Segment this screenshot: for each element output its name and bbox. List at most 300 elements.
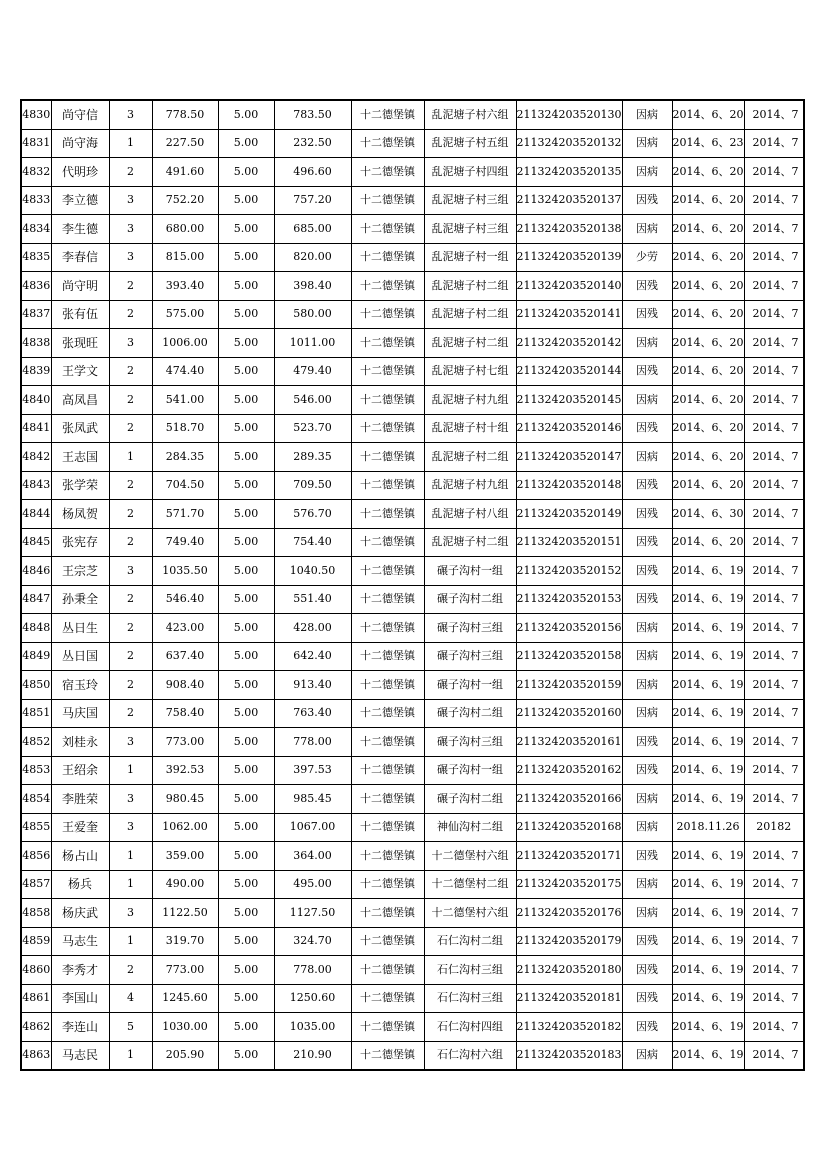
cell-reason: 因残 [622, 414, 672, 443]
cell-reason: 因残 [622, 357, 672, 386]
cell-end-date: 2014、7 [744, 528, 804, 557]
table-row [21, 1041, 804, 1070]
cell-amount-total: 1011.00 [274, 329, 351, 358]
cell-amount-extra: 5.00 [218, 1041, 274, 1070]
cell-town: 十二德堡镇 [351, 443, 424, 472]
cell-household-count: 1 [109, 870, 152, 899]
cell-amount-total: 1067.00 [274, 813, 351, 842]
cell-amount-extra: 5.00 [218, 158, 274, 187]
cell-town: 十二德堡镇 [351, 158, 424, 187]
cell-record-id: 211324203520144 [516, 357, 622, 386]
cell-household-count: 3 [109, 186, 152, 215]
cell-amount-extra: 5.00 [218, 272, 274, 301]
cell-town: 十二德堡镇 [351, 414, 424, 443]
cell-name: 马志生 [51, 927, 109, 956]
cell-end-date: 2014、7 [744, 129, 804, 158]
cell-name: 杨占山 [51, 842, 109, 871]
cell-amount-extra: 5.00 [218, 129, 274, 158]
cell-household-count: 2 [109, 614, 152, 643]
table-row [21, 984, 804, 1013]
cell-name: 王学文 [51, 357, 109, 386]
cell-amount-base: 758.40 [152, 699, 218, 728]
cell-amount-total: 232.50 [274, 129, 351, 158]
table-row [21, 870, 804, 899]
cell-household-count: 2 [109, 642, 152, 671]
cell-name: 王宗芝 [51, 557, 109, 586]
cell-village: 碾子沟村三组 [424, 728, 516, 757]
cell-amount-base: 423.00 [152, 614, 218, 643]
cell-record-id: 211324203520152 [516, 557, 622, 586]
cell-village: 碾子沟村三组 [424, 642, 516, 671]
cell-reason: 因残 [622, 1013, 672, 1042]
table-row [21, 557, 804, 586]
table-row [21, 956, 804, 985]
cell-end-date: 2014、7 [744, 927, 804, 956]
cell-end-date: 2014、7 [744, 984, 804, 1013]
cell-household-count: 2 [109, 300, 152, 329]
cell-amount-extra: 5.00 [218, 443, 274, 472]
cell-household-count: 3 [109, 728, 152, 757]
cell-household-count: 1 [109, 443, 152, 472]
cell-start-date: 2014、6、20 [672, 300, 744, 329]
cell-amount-extra: 5.00 [218, 186, 274, 215]
cell-town: 十二德堡镇 [351, 813, 424, 842]
table-row [21, 899, 804, 928]
cell-amount-total: 1127.50 [274, 899, 351, 928]
cell-village: 石仁沟村四组 [424, 1013, 516, 1042]
cell-amount-base: 571.70 [152, 500, 218, 529]
cell-amount-total: 1250.60 [274, 984, 351, 1013]
cell-household-count: 2 [109, 386, 152, 415]
table-row [21, 300, 804, 329]
cell-end-date: 2014、7 [744, 756, 804, 785]
cell-start-date: 2014、6、20 [672, 100, 744, 129]
cell-end-date: 20182 [744, 813, 804, 842]
cell-start-date: 2014、6、20 [672, 272, 744, 301]
cell-village: 十二德堡村六组 [424, 899, 516, 928]
cell-amount-total: 1040.50 [274, 557, 351, 586]
cell-name: 张凤武 [51, 414, 109, 443]
cell-amount-base: 778.50 [152, 100, 218, 129]
cell-record-id: 211324203520140 [516, 272, 622, 301]
cell-amount-extra: 5.00 [218, 927, 274, 956]
cell-town: 十二德堡镇 [351, 699, 424, 728]
cell-village: 石仁沟村二组 [424, 927, 516, 956]
cell-town: 十二德堡镇 [351, 642, 424, 671]
cell-amount-extra: 5.00 [218, 386, 274, 415]
cell-reason: 因残 [622, 927, 672, 956]
cell-serial-no: 4846 [21, 557, 51, 586]
cell-amount-total: 495.00 [274, 870, 351, 899]
cell-record-id: 211324203520149 [516, 500, 622, 529]
cell-town: 十二德堡镇 [351, 756, 424, 785]
cell-serial-no: 4833 [21, 186, 51, 215]
cell-amount-extra: 5.00 [218, 984, 274, 1013]
cell-village: 十二德堡村二组 [424, 870, 516, 899]
table-row [21, 585, 804, 614]
cell-amount-extra: 5.00 [218, 756, 274, 785]
cell-end-date: 2014、7 [744, 243, 804, 272]
cell-amount-total: 778.00 [274, 728, 351, 757]
cell-record-id: 211324203520171 [516, 842, 622, 871]
cell-amount-base: 980.45 [152, 785, 218, 814]
table-row [21, 813, 804, 842]
cell-village: 碾子沟村一组 [424, 671, 516, 700]
cell-record-id: 211324203520156 [516, 614, 622, 643]
cell-reason: 因病 [622, 1041, 672, 1070]
cell-amount-extra: 5.00 [218, 956, 274, 985]
cell-name: 李胜荣 [51, 785, 109, 814]
cell-amount-extra: 5.00 [218, 215, 274, 244]
cell-start-date: 2014、6、20 [672, 329, 744, 358]
cell-start-date: 2014、6、19 [672, 614, 744, 643]
cell-serial-no: 4861 [21, 984, 51, 1013]
cell-amount-total: 324.70 [274, 927, 351, 956]
cell-amount-total: 576.70 [274, 500, 351, 529]
cell-household-count: 3 [109, 100, 152, 129]
cell-end-date: 2014、7 [744, 842, 804, 871]
cell-serial-no: 4856 [21, 842, 51, 871]
table-row [21, 614, 804, 643]
cell-amount-base: 227.50 [152, 129, 218, 158]
cell-household-count: 2 [109, 500, 152, 529]
cell-serial-no: 4847 [21, 585, 51, 614]
cell-amount-base: 908.40 [152, 671, 218, 700]
cell-start-date: 2014、6、19 [672, 728, 744, 757]
cell-household-count: 2 [109, 414, 152, 443]
cell-record-id: 211324203520168 [516, 813, 622, 842]
cell-reason: 因残 [622, 728, 672, 757]
cell-village: 乱泥塘子村八组 [424, 500, 516, 529]
cell-town: 十二德堡镇 [351, 215, 424, 244]
cell-name: 李秀才 [51, 956, 109, 985]
cell-village: 乱泥塘子村七组 [424, 357, 516, 386]
table-row [21, 186, 804, 215]
cell-reason: 因残 [622, 528, 672, 557]
cell-serial-no: 4832 [21, 158, 51, 187]
table-row [21, 100, 804, 129]
table-row [21, 329, 804, 358]
cell-village: 乱泥塘子村五组 [424, 129, 516, 158]
table-row [21, 414, 804, 443]
cell-amount-total: 783.50 [274, 100, 351, 129]
cell-amount-total: 551.40 [274, 585, 351, 614]
cell-name: 杨兵 [51, 870, 109, 899]
cell-reason: 因残 [622, 842, 672, 871]
cell-amount-total: 820.00 [274, 243, 351, 272]
cell-amount-base: 637.40 [152, 642, 218, 671]
cell-amount-extra: 5.00 [218, 243, 274, 272]
cell-reason: 因病 [622, 158, 672, 187]
cell-name: 尚守明 [51, 272, 109, 301]
cell-start-date: 2014、6、19 [672, 1041, 744, 1070]
cell-village: 碾子沟村三组 [424, 614, 516, 643]
cell-start-date: 2014、6、20 [672, 471, 744, 500]
cell-name: 尚守信 [51, 100, 109, 129]
cell-serial-no: 4844 [21, 500, 51, 529]
cell-town: 十二德堡镇 [351, 243, 424, 272]
cell-serial-no: 4855 [21, 813, 51, 842]
table-row [21, 243, 804, 272]
cell-amount-total: 685.00 [274, 215, 351, 244]
cell-start-date: 2014、6、20 [672, 443, 744, 472]
cell-amount-total: 496.60 [274, 158, 351, 187]
cell-end-date: 2014、7 [744, 671, 804, 700]
cell-serial-no: 4859 [21, 927, 51, 956]
cell-reason: 因病 [622, 443, 672, 472]
cell-reason: 因病 [622, 329, 672, 358]
cell-town: 十二德堡镇 [351, 386, 424, 415]
cell-amount-base: 546.40 [152, 585, 218, 614]
cell-town: 十二德堡镇 [351, 614, 424, 643]
cell-record-id: 211324203520146 [516, 414, 622, 443]
cell-household-count: 1 [109, 842, 152, 871]
cell-end-date: 2014、7 [744, 557, 804, 586]
cell-serial-no: 4834 [21, 215, 51, 244]
cell-start-date: 2014、6、19 [672, 699, 744, 728]
cell-village: 乱泥塘子村三组 [424, 215, 516, 244]
cell-name: 马志民 [51, 1041, 109, 1070]
cell-village: 乱泥塘子村三组 [424, 186, 516, 215]
table-row [21, 272, 804, 301]
cell-serial-no: 4850 [21, 671, 51, 700]
cell-household-count: 3 [109, 329, 152, 358]
cell-household-count: 1 [109, 756, 152, 785]
cell-end-date: 2014、7 [744, 386, 804, 415]
cell-name: 李国山 [51, 984, 109, 1013]
cell-reason: 因病 [622, 699, 672, 728]
cell-household-count: 2 [109, 357, 152, 386]
cell-end-date: 2014、7 [744, 585, 804, 614]
cell-reason: 因病 [622, 215, 672, 244]
cell-household-count: 2 [109, 158, 152, 187]
cell-amount-base: 704.50 [152, 471, 218, 500]
cell-end-date: 2014、7 [744, 728, 804, 757]
cell-household-count: 5 [109, 1013, 152, 1042]
cell-amount-base: 359.00 [152, 842, 218, 871]
cell-end-date: 2014、7 [744, 785, 804, 814]
cell-serial-no: 4851 [21, 699, 51, 728]
cell-town: 十二德堡镇 [351, 329, 424, 358]
table-row [21, 500, 804, 529]
cell-start-date: 2014、6、19 [672, 557, 744, 586]
cell-amount-extra: 5.00 [218, 585, 274, 614]
cell-reason: 因病 [622, 785, 672, 814]
cell-village: 碾子沟村二组 [424, 699, 516, 728]
cell-end-date: 2014、7 [744, 357, 804, 386]
cell-start-date: 2014、6、20 [672, 215, 744, 244]
cell-reason: 因病 [622, 813, 672, 842]
cell-amount-total: 763.40 [274, 699, 351, 728]
cell-name: 杨凤贺 [51, 500, 109, 529]
cell-start-date: 2014、6、20 [672, 414, 744, 443]
table-row [21, 927, 804, 956]
cell-town: 十二德堡镇 [351, 1041, 424, 1070]
cell-record-id: 211324203520161 [516, 728, 622, 757]
cell-town: 十二德堡镇 [351, 870, 424, 899]
cell-record-id: 211324203520158 [516, 642, 622, 671]
cell-reason: 因残 [622, 756, 672, 785]
cell-town: 十二德堡镇 [351, 899, 424, 928]
table-row [21, 129, 804, 158]
table-row [21, 842, 804, 871]
cell-serial-no: 4841 [21, 414, 51, 443]
cell-household-count: 2 [109, 528, 152, 557]
cell-record-id: 211324203520141 [516, 300, 622, 329]
table-row [21, 357, 804, 386]
cell-village: 乱泥塘子村二组 [424, 443, 516, 472]
cell-serial-no: 4857 [21, 870, 51, 899]
cell-amount-base: 773.00 [152, 728, 218, 757]
cell-town: 十二德堡镇 [351, 671, 424, 700]
cell-amount-total: 479.40 [274, 357, 351, 386]
cell-household-count: 3 [109, 557, 152, 586]
cell-name: 王绍余 [51, 756, 109, 785]
cell-name: 尚守海 [51, 129, 109, 158]
cell-end-date: 2014、7 [744, 471, 804, 500]
cell-name: 张现旺 [51, 329, 109, 358]
cell-serial-no: 4848 [21, 614, 51, 643]
cell-amount-total: 523.70 [274, 414, 351, 443]
cell-town: 十二德堡镇 [351, 842, 424, 871]
cell-record-id: 211324203520147 [516, 443, 622, 472]
cell-start-date: 2014、6、19 [672, 642, 744, 671]
cell-start-date: 2014、6、19 [672, 870, 744, 899]
cell-amount-base: 491.60 [152, 158, 218, 187]
cell-record-id: 211324203520183 [516, 1041, 622, 1070]
cell-end-date: 2014、7 [744, 1013, 804, 1042]
cell-amount-total: 778.00 [274, 956, 351, 985]
cell-start-date: 2018.11.26 [672, 813, 744, 842]
cell-village: 十二德堡村六组 [424, 842, 516, 871]
cell-record-id: 211324203520151 [516, 528, 622, 557]
cell-start-date: 2014、6、19 [672, 842, 744, 871]
cell-amount-extra: 5.00 [218, 699, 274, 728]
cell-amount-extra: 5.00 [218, 899, 274, 928]
cell-name: 宿玉玲 [51, 671, 109, 700]
cell-name: 张宪存 [51, 528, 109, 557]
cell-end-date: 2014、7 [744, 870, 804, 899]
cell-end-date: 2014、7 [744, 186, 804, 215]
cell-town: 十二德堡镇 [351, 785, 424, 814]
cell-name: 杨庆武 [51, 899, 109, 928]
cell-town: 十二德堡镇 [351, 557, 424, 586]
cell-record-id: 211324203520175 [516, 870, 622, 899]
cell-amount-base: 474.40 [152, 357, 218, 386]
cell-reason: 因病 [622, 870, 672, 899]
cell-village: 石仁沟村三组 [424, 956, 516, 985]
cell-town: 十二德堡镇 [351, 500, 424, 529]
cell-town: 十二德堡镇 [351, 984, 424, 1013]
cell-town: 十二德堡镇 [351, 528, 424, 557]
cell-end-date: 2014、7 [744, 899, 804, 928]
cell-name: 张学荣 [51, 471, 109, 500]
cell-household-count: 3 [109, 899, 152, 928]
cell-town: 十二德堡镇 [351, 728, 424, 757]
cell-household-count: 2 [109, 272, 152, 301]
table-row [21, 699, 804, 728]
cell-amount-total: 364.00 [274, 842, 351, 871]
cell-reason: 因残 [622, 585, 672, 614]
cell-start-date: 2014、6、19 [672, 785, 744, 814]
cell-serial-no: 4852 [21, 728, 51, 757]
cell-amount-base: 752.20 [152, 186, 218, 215]
cell-household-count: 1 [109, 927, 152, 956]
cell-amount-base: 680.00 [152, 215, 218, 244]
cell-serial-no: 4843 [21, 471, 51, 500]
table-row [21, 386, 804, 415]
cell-start-date: 2014、6、20 [672, 243, 744, 272]
cell-amount-total: 1035.00 [274, 1013, 351, 1042]
cell-village: 石仁沟村六组 [424, 1041, 516, 1070]
cell-amount-total: 985.45 [274, 785, 351, 814]
cell-town: 十二德堡镇 [351, 585, 424, 614]
table-row [21, 528, 804, 557]
cell-start-date: 2014、6、19 [672, 585, 744, 614]
cell-name: 李春信 [51, 243, 109, 272]
cell-record-id: 211324203520180 [516, 956, 622, 985]
cell-start-date: 2014、6、20 [672, 158, 744, 187]
cell-serial-no: 4863 [21, 1041, 51, 1070]
cell-town: 十二德堡镇 [351, 927, 424, 956]
cell-end-date: 2014、7 [744, 272, 804, 301]
cell-amount-total: 580.00 [274, 300, 351, 329]
cell-amount-total: 913.40 [274, 671, 351, 700]
cell-village: 乱泥塘子村二组 [424, 300, 516, 329]
cell-serial-no: 4831 [21, 129, 51, 158]
cell-village: 乱泥塘子村十组 [424, 414, 516, 443]
cell-start-date: 2014、6、20 [672, 357, 744, 386]
cell-village: 乱泥塘子村一组 [424, 243, 516, 272]
cell-start-date: 2014、6、19 [672, 956, 744, 985]
cell-record-id: 211324203520137 [516, 186, 622, 215]
cell-amount-base: 1062.00 [152, 813, 218, 842]
cell-household-count: 2 [109, 585, 152, 614]
cell-village: 乱泥塘子村二组 [424, 329, 516, 358]
cell-name: 丛日生 [51, 614, 109, 643]
cell-end-date: 2014、7 [744, 1041, 804, 1070]
table-row [21, 642, 804, 671]
cell-reason: 因残 [622, 471, 672, 500]
cell-record-id: 211324203520179 [516, 927, 622, 956]
cell-amount-extra: 5.00 [218, 813, 274, 842]
cell-record-id: 211324203520153 [516, 585, 622, 614]
cell-household-count: 2 [109, 699, 152, 728]
cell-start-date: 2014、6、23 [672, 129, 744, 158]
cell-serial-no: 4840 [21, 386, 51, 415]
cell-amount-extra: 5.00 [218, 300, 274, 329]
cell-amount-extra: 5.00 [218, 100, 274, 129]
cell-household-count: 3 [109, 785, 152, 814]
cell-village: 乱泥塘子村九组 [424, 386, 516, 415]
table-row [21, 443, 804, 472]
cell-serial-no: 4830 [21, 100, 51, 129]
cell-end-date: 2014、7 [744, 614, 804, 643]
cell-end-date: 2014、7 [744, 414, 804, 443]
cell-amount-base: 518.70 [152, 414, 218, 443]
cell-household-count: 2 [109, 671, 152, 700]
cell-record-id: 211324203520166 [516, 785, 622, 814]
cell-serial-no: 4858 [21, 899, 51, 928]
cell-amount-extra: 5.00 [218, 842, 274, 871]
cell-village: 碾子沟村二组 [424, 585, 516, 614]
cell-start-date: 2014、6、20 [672, 386, 744, 415]
cell-amount-total: 546.00 [274, 386, 351, 415]
cell-record-id: 211324203520182 [516, 1013, 622, 1042]
cell-amount-base: 773.00 [152, 956, 218, 985]
cell-amount-extra: 5.00 [218, 500, 274, 529]
cell-amount-total: 210.90 [274, 1041, 351, 1070]
